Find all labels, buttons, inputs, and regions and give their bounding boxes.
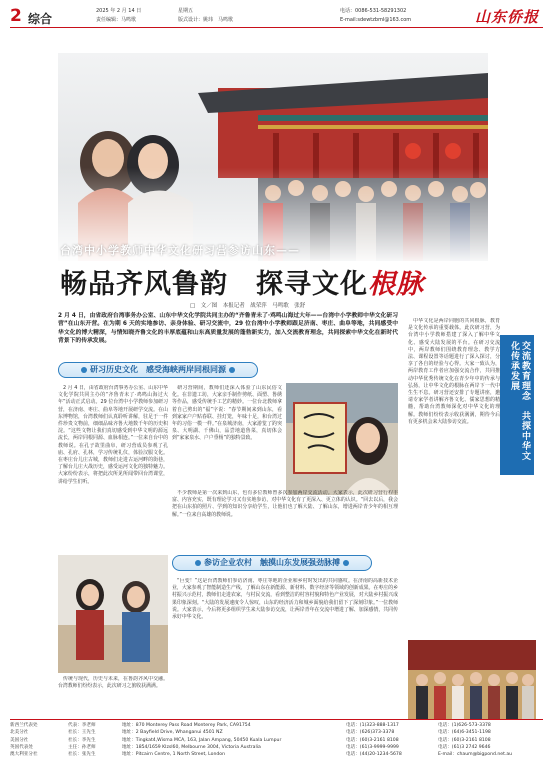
article-headline	[60, 262, 500, 301]
section-name: 综合	[28, 12, 53, 26]
article-byline: □ 文／图 本报记者 战荣萍 马鸣歌 张舒	[190, 303, 306, 309]
footer-addresses: 地址：870 Monterey Pass Road Monterey Park, CA91754 地址：2 Bayfield Drive, Whanganui 4501 NZ 地址：Tingkat4,Wisma MCA, 163, Jalan Ampang, 50450 Kuala Lumpur 地址：1854/1659 Klzsl60, Melbourne 3004, Victoria Australia 地址：Pitcairn Centre, 1 North Street, London	[122, 723, 282, 758]
footer-rule	[10, 719, 543, 720]
designer-credit: 版式设计：姚玮 马鸣歌	[178, 17, 234, 23]
article-column-3: 不少教师是第一次来到山东，也有多位教师曾多次参加两岸交流活动。大家表示，此次研习营行程丰富、内容充实，既有理论学习又有实地参访，对中华文化有了更深入、更立体的认识。“回去以后，我会把在山东拍的照片、学到的知识分享给学生，让他们也了解大陆、了解山东，增进两岸青少年的相互理解。”一位来自高雄的教师说。	[172, 490, 398, 518]
sidebar-title-box: 交流教育理念 共探中华文化传承发展	[500, 335, 534, 475]
article-column-5: 中华文化是两岸同胞的共同根脉，教育是文化传承的重要载体。此次研习营，为台湾中小学教师搭建了深入了解中华文化、感受大陆发展的平台。在研习交流中，两岸教师们围绕教育理念、教学方法、课程设置等话题进行了深入探讨，分享了各自的经验与心得。大家一致认为，两岸教育工作者应加强交流合作，共同推动中华优秀传统文化在青少年中的传承与弘扬，让中华文化的根脉在两岸下一代中生生不息。研习营还安排了专题讲座，邀请专家学者讲解齐鲁文化、儒家思想的精髓，帮助台湾教师深化对中华文化的理解。教师们纷纷表示收获满满，期待今后有更多机会来大陆参访交流。	[408, 318, 500, 425]
editor-credit: 责任编辑：马鸣歌	[96, 17, 137, 23]
contact-email: E-mail:sdewtzbml@163.com	[340, 17, 412, 23]
footer-office-names: 新西兰代表处 北美分社 美国分社 英国代表处 澳大利亚分社	[10, 723, 38, 758]
overseas-offices-footer	[10, 722, 543, 768]
teacher-calligraphy-photo	[286, 383, 398, 495]
bullet-dot-icon	[81, 367, 87, 373]
article-lead: 2 月 4 日，由省政府台湾事务办公室、山东中华文化学院共同主办的“齐鲁青未了·鸡鸣山海过大年——台湾中小学教师中华文化研习营”在山东开营。在为期 6 天的实地参访、亲身体验、研习交流中，29 位台湾中小学教师跟足济南、枣庄、曲阜等地，共同感受中华文化的博大精深，与情知晓齐鲁文化的丰厚底蕴和山东高质量发展的蓬勃新实力，加入交流教育理念，共同探索中华文化在新时代背景下的传承发展。	[58, 313, 398, 345]
article-column-1: 2 月 4 日，由省政府台湾事务办公室、山东中华文化学院共同主办的“齐鲁青未了·鸡鸣山海过大年”活动正式启动。29 位台湾中小学教师参加研习营，在济南、枣庄、曲阜等地开展研学交流。在山东博物馆，台湾教师们认真聆听讲解，驻足于一件件珍贵文物前，细细品味齐鲁大地数千年的历史积淀。“这些文物让我们真切感受到中华文明的源远流长，两岸同根同源、血脉相连。”一位来自台中的教师说。在孔子故里曲阜，研习营成员参观了孔庙、孔府、孔林，学习传统礼仪，体验汉服文化。在枣庄台儿庄古城，教师们走进古运河畔的街巷，了解台儿庄大战历史，感受运河文化的独特魅力。大家纷纷表示，将把此次所见所闻带回台湾课堂，讲给学生们听。	[58, 385, 168, 485]
footer-representatives: 代表：李老师 社长：王先生 社长：李先生 主任：孙老师 社长：张先生	[68, 723, 96, 758]
bullet-dot-icon	[195, 560, 201, 566]
article-column-2: 研习营期间，教师们还深入体验了山东民俗文化。在非遗工坊，大家亲手制作剪纸、面塑、鲁绣等作品，感受传统手工艺的精妙。一位台北教师拿着自己剪出的“福”字说：“春节期间来到山东，看到家家户户贴春联、挂灯笼，年味十足，和台湾过年的习俗一模一样。”在泉城济南，大家游览了趵突泉、大明湖、千佛山，品尝地道鲁菜，真切体会到“家家泉水、户户垂杨”的独特景致。	[172, 385, 282, 442]
photo-caption: 传统与现代，历史与未来，在鲁韵齐风中交融。台湾教师们纷纷表示，此次研习之旅收获满满。	[58, 676, 168, 690]
newspaper-logo: 山东侨报	[474, 8, 539, 26]
subhead-enterprise-visits: 参访企业农村 触摸山东发展强劲脉搏	[172, 555, 372, 571]
bullet-dot-icon	[343, 560, 349, 566]
contact-phone: 电话：0086-531-58291302	[340, 8, 407, 14]
headline-emphasis: 根脉	[368, 269, 424, 300]
page-number: 2	[10, 6, 22, 26]
group-photo-bottom	[408, 640, 536, 720]
issue-weekday: 星期五	[178, 8, 194, 14]
issue-date: 2025 年 2 月 14 日	[96, 8, 142, 14]
page-header	[0, 0, 553, 52]
subhead-history-culture: 研习历史文化 感受海峡两岸同根同源	[58, 362, 258, 378]
footer-phones: 电话：(1)323-888-1317 电话：(626)373-3378 电话：(60)3-2161 8108 电话：(61)3-9999-9999 电话：(44)20-1234-5678	[346, 723, 402, 758]
article-kicker: 台湾中小学教师中华文化研习营参访山东——	[60, 244, 300, 257]
headline-main: 畅品齐风鲁韵 探寻文化	[60, 269, 368, 300]
header-rule	[10, 27, 543, 28]
crafts-photo	[58, 555, 168, 673]
bullet-dot-icon	[229, 367, 235, 373]
footer-contacts: 电话：(1)626-573-3378 电话：(64)6-3451-1198 电话：(60)3-2161 8108 电话：(61)3 2742 9646 E-mail：chaum@bigpond.net.au	[438, 723, 513, 758]
hero-photo	[58, 53, 488, 261]
article-column-4: “巨变！”这是台湾教师们参访济南、枣庄等地的企业和乡村时发出的共同感叹。在济南的高新技术企业，大家参观了智能制造生产线，了解山东在新能源、新材料、数字经济等领域的创新成果。在枣庄的乡村振兴示范村，教师们走进农家，与村民交流，看到整洁的村容村貌和特色产业发展，对大陆乡村振兴成果印象深刻。“大陆的发展速度令人惊叹，山东的经济活力和城乡面貌给我们留下了深刻印象。”一位教师说。大家表示，今后将更多组织学生来大陆参访交流，让两岸青年在交流中增进了解、加深感情，共同传承好中华文化。	[172, 578, 398, 621]
